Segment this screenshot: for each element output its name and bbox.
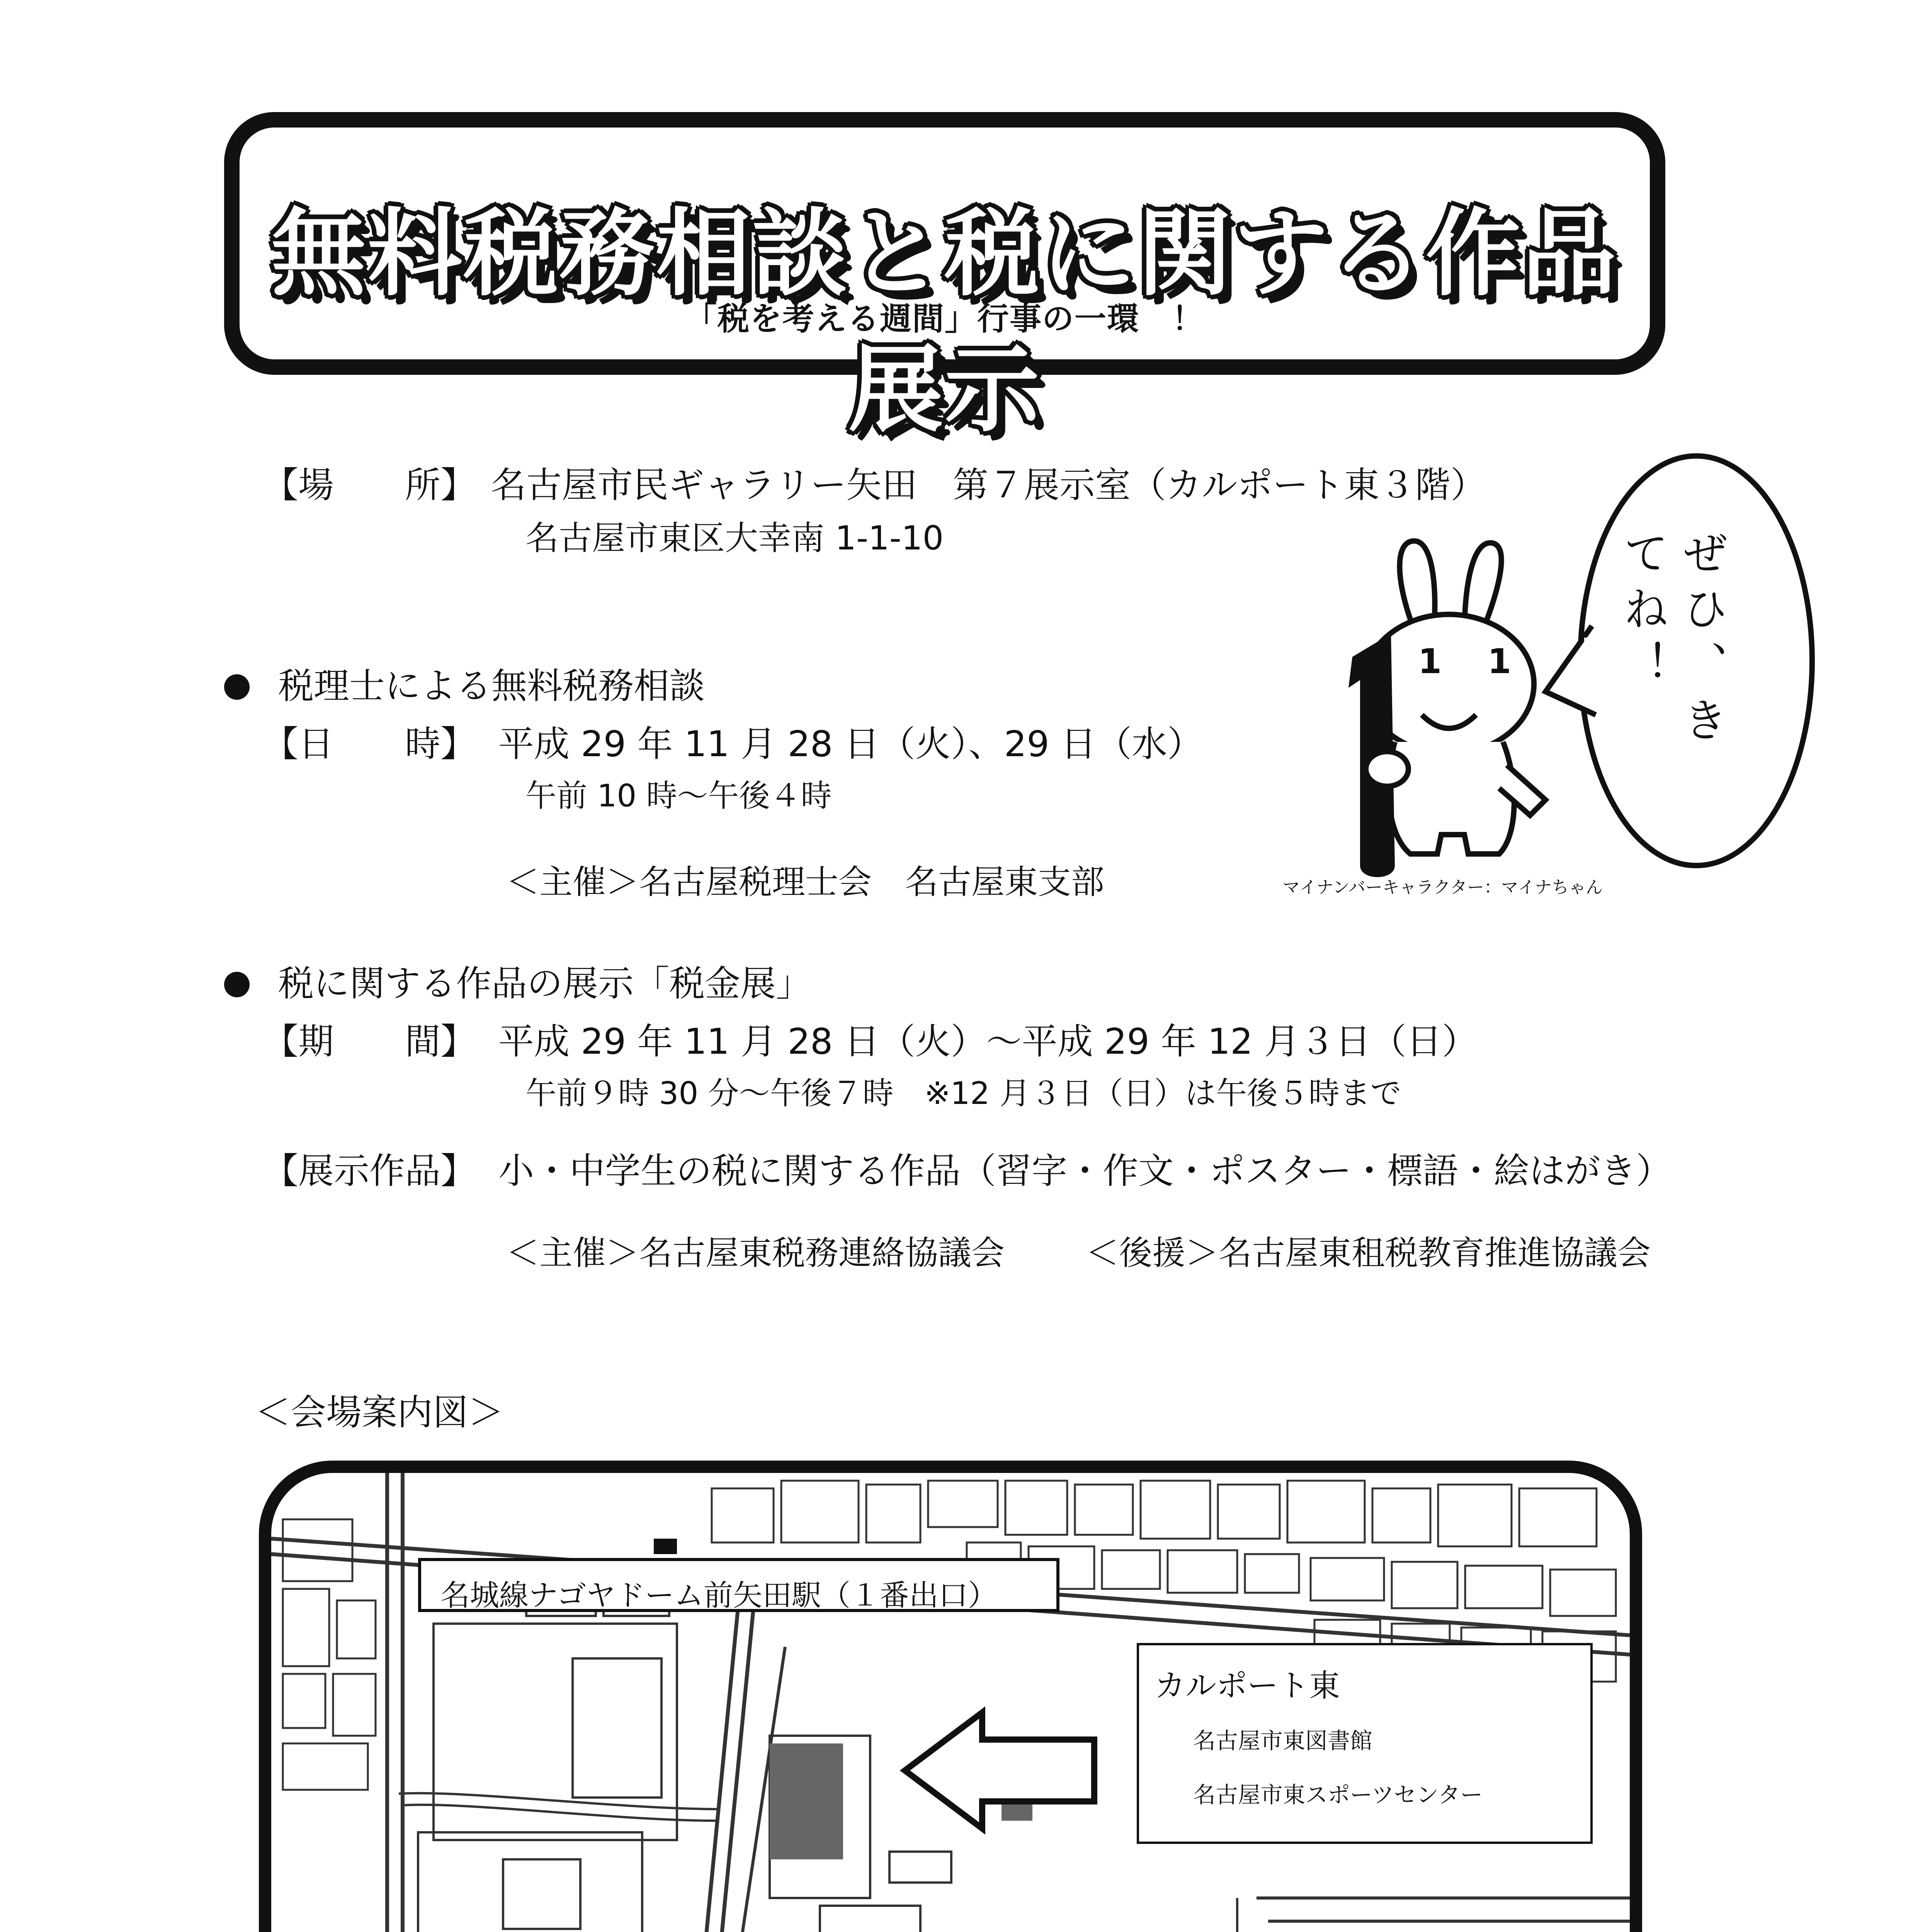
bullet-icon [224, 674, 250, 700]
exhibit-heading: 税に関する作品の展示「税金展」 [278, 963, 812, 1004]
page-subtitle: 「税を考える週間」行事の一環 ！ [685, 301, 1204, 337]
consult-time: 午前 10 時～午後４時 [525, 778, 832, 814]
venue-label: 【場 所】 [263, 464, 476, 506]
consult-date: 平成 29 年 11 月 28 日（火）、29 日（水） [498, 723, 1203, 765]
map-venue-title: カルポート東 [1155, 1668, 1340, 1704]
page-title: 無料税務相談と税に関する作品展示 [271, 199, 1618, 445]
mascot-caption: マイナンバーキャラクター：マイナちゃん [1283, 878, 1603, 897]
title-box [224, 112, 1665, 445]
venue-name: 名古屋市民ギャラリー矢田 第７展示室（カルポート東３階） [491, 464, 1486, 506]
consult-date-label: 【日 時】 [263, 723, 476, 765]
bullet-icon [224, 972, 250, 997]
exhibit-period: 平成 29 年 11 月 28 日（火）～平成 29 年 12 月３日（日） [498, 1021, 1478, 1062]
map-venue-line1: 名古屋市東図書館 [1193, 1728, 1373, 1754]
exhibit-time: 午前９時 30 分～午後７時 ※12 月３日（日）は午後５時まで [525, 1075, 1401, 1111]
map-heading: ＜会場案内図＞ [255, 1392, 504, 1433]
exhibit-organizer: ＜主催＞名古屋東税務連絡協議会 [506, 1234, 1005, 1272]
speech-text: ぜひ、きてね！ [1615, 529, 1728, 752]
map-venue-label [1137, 1643, 1593, 1844]
mascot-badge-left: 1 [1418, 641, 1442, 681]
exhibit-works-label: 【展示作品】 [263, 1150, 476, 1192]
map-venue-line2: 名古屋市東スポーツセンター [1193, 1782, 1483, 1808]
mascot-badge-right: 1 [1488, 641, 1512, 681]
venue-map [259, 1461, 1642, 1932]
venue-address: 名古屋市東区大幸南 1-1-10 [525, 519, 944, 558]
consult-heading: 税理士による無料税務相談 [278, 665, 705, 707]
consult-organizer: ＜主催＞名古屋税理士会 名古屋東支部 [506, 863, 1104, 901]
exhibit-period-label: 【期 間】 [263, 1021, 476, 1062]
exhibit-works: 小・中学生の税に関する作品（習字・作文・ポスター・標語・絵はがき） [498, 1150, 1672, 1192]
map-station-label: 名城線ナゴヤドーム前矢田駅（１番出口） [418, 1558, 1059, 1612]
exhibit-support: ＜後援＞名古屋東租税教育推進協議会 [1086, 1234, 1651, 1272]
